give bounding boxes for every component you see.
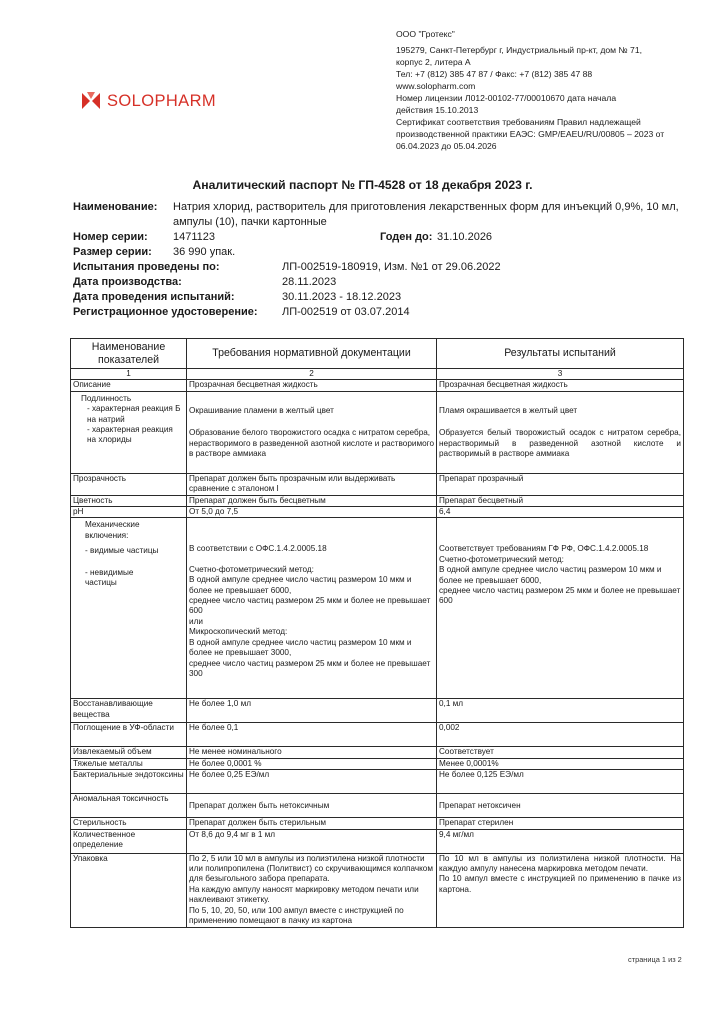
- production-label: Дата производства:: [73, 276, 182, 288]
- expiry-value: 31.10.2026: [437, 231, 493, 243]
- row-name: Аномальная токсичность: [71, 794, 187, 818]
- row-requirement: От 5,0 до 7,5: [187, 507, 437, 518]
- meta-row-size: [73, 245, 693, 260]
- header-indicator: Наименование показателей: [71, 339, 187, 369]
- row-requirement: Прозрачная бесцветная жидкость: [187, 380, 437, 391]
- table-row-uv: [71, 723, 684, 747]
- table-row-heavy-metals: [71, 758, 684, 769]
- row-name: Описание: [71, 380, 187, 391]
- company-phone: Тел: +7 (812) 385 47 87 / Факс: +7 (812) 385 47 88: [396, 69, 593, 79]
- size-label: Размер серии:: [73, 246, 152, 258]
- visible-particles-requirement: В соответствии с ОФС.1.4.2.0005.18: [189, 544, 327, 554]
- row-name: Количественное определение: [71, 829, 187, 853]
- solopharm-logo: [80, 90, 216, 112]
- row-name: Цветность: [71, 495, 187, 506]
- meta-row-testing-dates: [73, 290, 693, 305]
- row-name: Тяжелые металлы: [71, 758, 187, 769]
- row-name-particles: [71, 518, 187, 699]
- row-name: pH: [71, 507, 187, 518]
- row-result: Препарат прозрачный: [437, 473, 684, 495]
- company-info: [396, 28, 696, 152]
- chloride-result: Образуется белый творожистый осадок с нитратом серебра, нерастворимый в разведенной азотной кислоте и растворимый в растворе аммиака: [439, 428, 681, 459]
- row-name: Восстанавливающие вещества: [71, 699, 187, 723]
- meta-row-production: [73, 275, 693, 290]
- size-value: 36 990 упак.: [173, 246, 236, 258]
- row-requirement: Препарат должен быть стерильным: [187, 818, 437, 829]
- table-number-row: [71, 369, 684, 380]
- row-result: Препарат бесцветный: [437, 495, 684, 506]
- table-row-endotoxins: [71, 770, 684, 794]
- table-row-description: [71, 380, 684, 391]
- row-name: Извлекаемый объем: [71, 747, 187, 758]
- row-result: 6,4: [437, 507, 684, 518]
- table-row-transparency: [71, 473, 684, 495]
- page-number: страница 1 из 2: [628, 955, 682, 964]
- company-certificate: Сертификат соответствия требованиям Правил надлежащей производственной практики ЕАЭС: GMP/EAEU/RU/00805 – 2023 от 06.04.2023 до 05.04.2026: [396, 117, 665, 151]
- invisible-particles-label: - невидимые частицы: [85, 567, 134, 588]
- meta-row-series: [73, 230, 693, 245]
- column-number: 3: [437, 369, 684, 380]
- production-value: 28.11.2023: [282, 276, 337, 288]
- row-result: Препарат нетоксичен: [437, 794, 684, 818]
- visible-particles-result: Соответствует требованиям ГФ РФ, ОФС.1.4.2.0005.18: [439, 544, 649, 554]
- series-label: Номер серии:: [73, 231, 148, 243]
- company-website: www.solopharm.com: [396, 81, 476, 91]
- table-header-row: [71, 339, 684, 369]
- document-title: Аналитический паспорт № ГП-4528 от 18 декабря 2023 г.: [192, 178, 533, 192]
- row-result: Препарат стерилен: [437, 818, 684, 829]
- sodium-requirement: Окрашивание пламени в желтый цвет: [189, 405, 334, 415]
- invisible-particles-requirement: Счетно-фотометрический метод: В одной ампуле среднее число частиц размером 10 мкм и более не превышает 6000, среднее число частиц размером 25 мкм и более не превышает 600 или Микроскопический метод: В одной ампуле среднее число частиц размером 10 мкм и более не превышает 3000, среднее число частиц размером 25 мкм и более не превышает 300: [189, 564, 431, 678]
- solopharm-logo-icon: [80, 90, 102, 112]
- row-requirement: Препарат должен быть прозрачным или выдерживать сравнение с эталоном I: [187, 473, 437, 495]
- results-table: [70, 338, 684, 928]
- table-row-quantity: [71, 829, 684, 853]
- row-requirement: Не менее номинального: [187, 747, 437, 758]
- invisible-particles-result: Счетно-фотометрический метод: В одной ампуле среднее число частиц размером 10 мкм и более не превышает 6000, среднее число частиц размером 25 мкм и более не превышает 600: [439, 554, 681, 606]
- row-result: 0,002: [437, 723, 684, 747]
- tests-label: Испытания проведены по:: [73, 261, 220, 273]
- row-name: Стерильность: [71, 818, 187, 829]
- row-requirement: По 2, 5 или 10 мл в ампулы из полиэтилена низкой плотности или полипропилена (Политвист) со скручивающимся колпачком для безыгольного забора препарата. На каждую ампулу наносят маркировку методом печати или наклеивают этикетку. По 5, 10, 20, 50, или 100 ампул вместе с инструкцией по применению помещают в пачку из картона: [187, 853, 437, 927]
- company-address: 195279, Санкт-Петербург г, Индустриальный пр-кт, дом № 71, корпус 2, литера А: [396, 45, 642, 67]
- row-result: Соответствует: [437, 747, 684, 758]
- meta-row-name: [73, 200, 693, 230]
- company-license: Номер лицензии Л012-00102-77/00010670 дата начала действия 15.10.2013: [396, 93, 617, 115]
- row-result-particles: [437, 518, 684, 699]
- row-requirement-particles: [187, 518, 437, 699]
- table-row-toxicity: [71, 794, 684, 818]
- row-result: Менее 0,0001%: [437, 758, 684, 769]
- table-row-ph: [71, 507, 684, 518]
- sodium-result: Пламя окрашивается в желтый цвет: [439, 405, 578, 415]
- row-requirement: Препарат должен быть бесцветным: [187, 495, 437, 506]
- registration-label: Регистрационное удостоверение:: [73, 306, 258, 318]
- header-requirements: Требования нормативной документации: [187, 339, 437, 369]
- series-value: 1471123: [173, 231, 216, 243]
- row-name-identity: [71, 391, 187, 473]
- particles-label: Механические включения:: [85, 520, 140, 540]
- row-requirement: Не более 1,0 мл: [187, 699, 437, 723]
- row-name: Поглощение в УФ-области: [71, 723, 187, 747]
- table-row-packaging: [71, 853, 684, 927]
- name-label: Наименование:: [73, 201, 158, 213]
- chloride-requirement: Образование белого творожистого осадка с нитратом серебра, нерастворимого в разведенной азотной кислоте и растворимого в растворе аммиака: [189, 428, 435, 459]
- row-name: Бактериальные эндотоксины: [71, 770, 187, 794]
- registration-value: ЛП-002519 от 03.07.2014: [282, 306, 410, 318]
- row-result: По 10 мл в ампулы из полиэтилена низкой плотности. На каждую ампулу нанесена маркировка методом печати. По 10 ампул вместе с инструкцией по применению в пачке из картона.: [437, 853, 684, 927]
- meta-row-registration: [73, 305, 693, 320]
- row-requirement: Не более 0,0001 %: [187, 758, 437, 769]
- testing-dates-value: 30.11.2023 - 18.12.2023: [282, 291, 402, 303]
- row-result: 9,4 мг/мл: [437, 829, 684, 853]
- product-meta: [73, 200, 693, 320]
- row-requirement: Препарат должен быть нетоксичным: [187, 794, 437, 818]
- row-result: Прозрачная бесцветная жидкость: [437, 380, 684, 391]
- row-requirement-identity: [187, 391, 437, 473]
- row-requirement: От 8,6 до 9,4 мг в 1 мл: [187, 829, 437, 853]
- meta-row-tests: [73, 260, 693, 275]
- row-requirement: Не более 0,1: [187, 723, 437, 747]
- name-value: Натрия хлорид, растворитель для приготовления лекарственных форм для инъекций 0,9%, 10 мл, ампулы (10), пачки картонные: [173, 201, 679, 228]
- table-row-reducing: [71, 699, 684, 723]
- header-results: Результаты испытаний: [437, 339, 684, 369]
- logo-text: SOLOPHARM: [107, 91, 217, 110]
- row-requirement: Не более 0,25 ЕЭ/мл: [187, 770, 437, 794]
- table-row-sterility: [71, 818, 684, 829]
- table-row-color: [71, 495, 684, 506]
- column-number: 1: [71, 369, 187, 380]
- row-name: Упаковка: [71, 853, 187, 927]
- visible-particles-label: - видимые частицы: [85, 546, 159, 556]
- testing-dates-label: Дата проведения испытаний:: [73, 291, 235, 303]
- table-row-extractable: [71, 747, 684, 758]
- table-row-particles: [71, 518, 684, 699]
- row-result-identity: [437, 391, 684, 473]
- row-result: Не более 0,125 ЕЭ/мл: [437, 770, 684, 794]
- chloride-reaction-label: - характерная реакция на хлориды: [87, 425, 173, 445]
- expiry-label: Годен до:: [380, 231, 433, 243]
- column-number: 2: [187, 369, 437, 380]
- sodium-reaction-label: - характерная реакция Б на натрий: [87, 404, 181, 424]
- company-name: ООО "Гротекс": [396, 29, 455, 39]
- table-row-identity: [71, 391, 684, 473]
- row-result: 0,1 мл: [437, 699, 684, 723]
- tests-value: ЛП-002519-180919, Изм. №1 от 29.06.2022: [282, 261, 501, 273]
- row-name: Прозрачность: [71, 473, 187, 495]
- identity-label: Подлинность: [81, 393, 132, 403]
